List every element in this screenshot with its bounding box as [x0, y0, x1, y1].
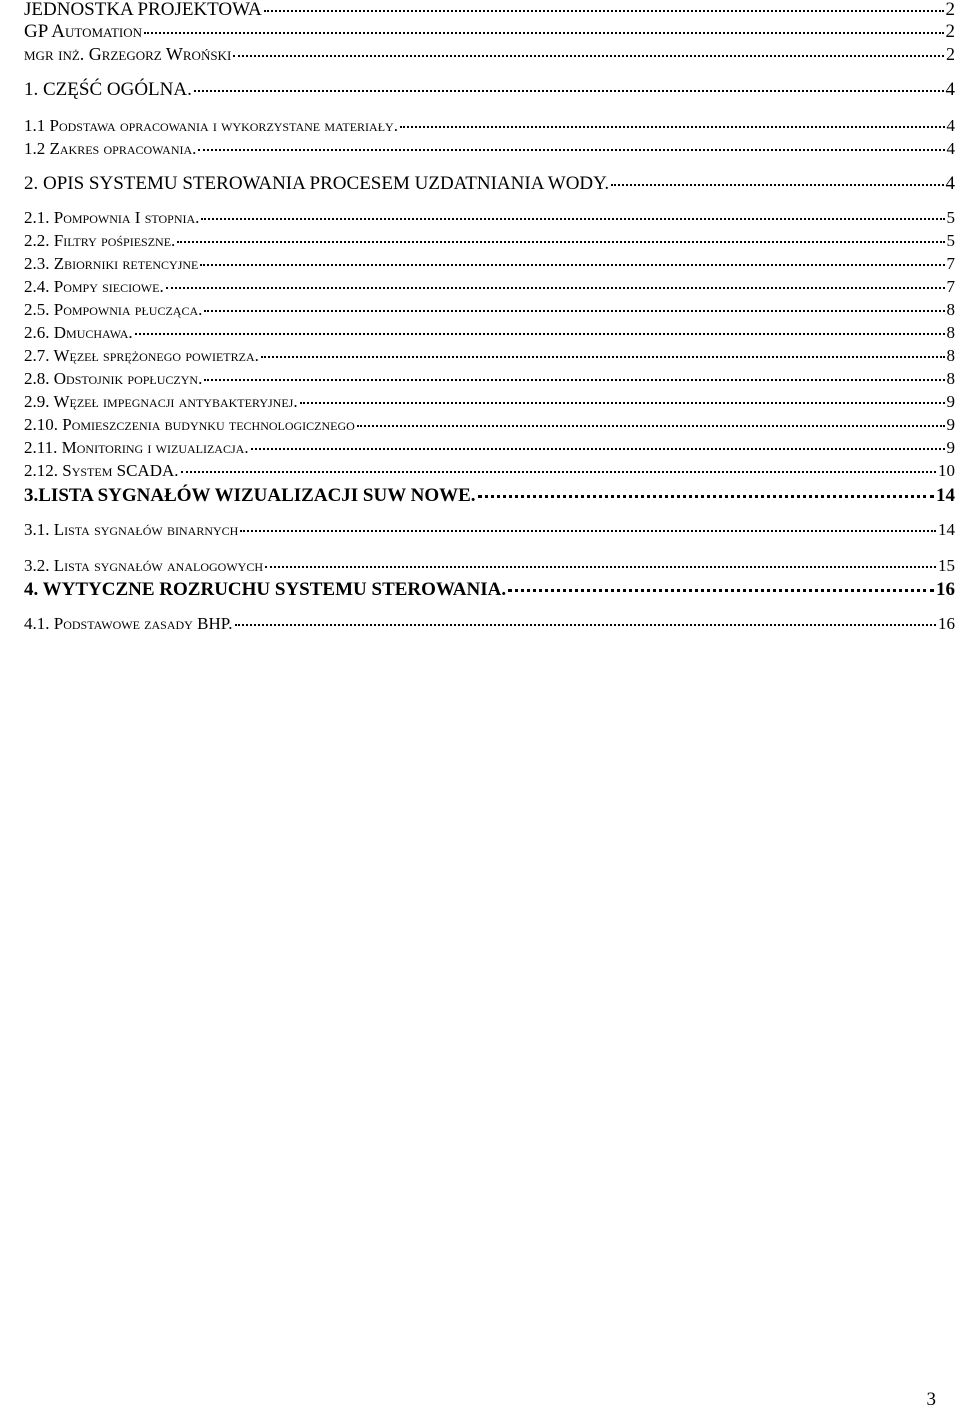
toc-entry-label: JEDNOSTKA PROJEKTOWA [24, 0, 262, 20]
toc-entry-page: 7 [946, 277, 955, 296]
toc-entry-page: 2 [946, 44, 955, 64]
toc-entry-section-2-9[interactable] [24, 393, 955, 410]
toc-entry-page: 5 [946, 208, 955, 227]
toc-entry-section-2-12[interactable] [24, 462, 955, 479]
toc-entry-label: 2.2. Filtry pośpieszne. [24, 231, 176, 250]
dot-leader [264, 10, 944, 12]
toc-entry-page: 8 [946, 323, 955, 342]
toc-entry-page: 2 [945, 21, 955, 42]
toc-entry-page: 8 [946, 346, 955, 365]
toc-entry-label: 3.1. Lista sygnałów binarnych [24, 520, 239, 539]
toc-entry-label: 2.8. Odstojnik popłuczyn. [24, 369, 203, 388]
dot-leader [261, 356, 945, 358]
toc-entry-label: 1.2 Zakres opracowania. [24, 139, 197, 158]
toc-entry-label: 2.10. Pomieszczenia budynku technologicznego [24, 415, 355, 434]
toc-entry-label: 2.12. System SCADA. [24, 461, 179, 480]
toc-entry-label: 2.6. Dmuchawa. [24, 323, 133, 342]
toc-entry-page: 9 [946, 415, 955, 434]
toc-entry-label: 1. CZĘŚĆ OGÓLNA. [24, 79, 192, 100]
toc-entry-section-1[interactable] [24, 80, 955, 99]
dot-leader [611, 184, 943, 186]
toc-entry-section-4-1[interactable] [24, 615, 955, 632]
toc-entry-label: 2.9. Węzeł impegnacji antybakteryjnej. [24, 392, 298, 411]
toc-entry-section-3-2[interactable] [24, 557, 955, 574]
toc-entry-section-2[interactable] [24, 174, 955, 193]
dot-leader [166, 287, 945, 289]
toc-entry-label: 2.4. Pompy sieciowe. [24, 277, 164, 296]
toc-entry-page: 14 [936, 485, 955, 506]
dot-leader [198, 149, 944, 151]
toc-entry-section-2-2[interactable] [24, 232, 955, 249]
toc-entry-page: 14 [938, 520, 955, 539]
dot-leader [204, 379, 944, 381]
toc-entry-section-3[interactable] [24, 486, 955, 505]
dot-leader [508, 589, 934, 592]
page-number: 3 [926, 1389, 936, 1410]
dot-leader [204, 310, 944, 312]
toc-entry-page: 10 [938, 461, 955, 480]
dot-leader [201, 218, 944, 220]
toc-entry-page: 2 [945, 0, 955, 20]
toc-entry-label: mgr inż. Grzegorz Wroński [24, 44, 232, 64]
toc-entry-page: 4 [946, 139, 955, 158]
toc-entry-gp-automation[interactable] [24, 22, 955, 41]
toc-entry-label: 1.1 Podstawa opracowania i wykorzystane materiały. [24, 116, 398, 135]
toc-entry-section-2-3[interactable] [24, 255, 955, 272]
toc-entry-page: 4 [946, 116, 955, 135]
toc-entry-page: 5 [946, 231, 955, 250]
toc-entry-section-2-7[interactable] [24, 347, 955, 364]
toc-entry-section-2-4[interactable] [24, 278, 955, 295]
toc-entry-page: 4 [945, 79, 955, 100]
toc-entry-label: 3.LISTA SYGNAŁÓW WIZUALIZACJI SUW NOWE. [24, 485, 476, 506]
toc-entry-section-4[interactable] [24, 580, 955, 599]
toc-entry-section-2-8[interactable] [24, 370, 955, 387]
toc-entry-page: 7 [946, 254, 955, 273]
toc-entry-section-1-1[interactable] [24, 117, 955, 134]
toc-entry-page: 4 [945, 173, 955, 194]
dot-leader [240, 530, 936, 532]
toc-entry-label: GP Automation [24, 21, 143, 42]
toc-entry-label: 4.1. Podstawowe zasady BHP. [24, 614, 233, 633]
dot-leader [177, 241, 944, 243]
dot-leader [251, 448, 945, 450]
toc-entry-page: 8 [946, 369, 955, 388]
toc-entry-label: 4. WYTYCZNE ROZRUCHU SYSTEMU STEROWANIA. [24, 579, 507, 600]
toc-entry-jednostka-projektowa[interactable] [24, 0, 955, 19]
toc-entry-section-2-11[interactable] [24, 439, 955, 456]
toc-entry-page: 16 [936, 579, 955, 600]
dot-leader [200, 264, 944, 266]
toc-entry-page: 9 [946, 438, 955, 457]
toc-entry-label: 2.3. Zbiorniki retencyjne [24, 254, 199, 273]
dot-leader [233, 55, 944, 57]
toc-entry-section-1-2[interactable] [24, 140, 955, 157]
toc-entry-page: 15 [938, 556, 955, 575]
toc-entry-author[interactable] [24, 45, 955, 63]
toc-entry-label: 2.11. Monitoring i wizualizacja. [24, 438, 249, 457]
dot-leader [357, 425, 945, 427]
toc-entry-label: 2.1. Pompownia I stopnia. [24, 208, 200, 227]
toc-entry-page: 9 [946, 392, 955, 411]
toc-entry-section-2-6[interactable] [24, 324, 955, 341]
dot-leader [300, 402, 945, 404]
toc-entry-section-3-1[interactable] [24, 521, 955, 538]
dot-leader [400, 126, 945, 128]
toc-entry-label: 2.5. Pompownia płucząca. [24, 300, 203, 319]
dot-leader [144, 32, 943, 34]
dot-leader [135, 333, 945, 335]
toc-entry-page: 8 [946, 300, 955, 319]
dot-leader [478, 495, 934, 498]
toc-entry-section-2-1[interactable] [24, 209, 955, 226]
toc-entry-label: 2. OPIS SYSTEMU STEROWANIA PROCESEM UZDATNIANIA WODY. [24, 173, 610, 194]
dot-leader [194, 90, 944, 92]
dot-leader [265, 566, 936, 568]
toc-entry-section-2-10[interactable] [24, 416, 955, 433]
toc-entry-page: 16 [938, 614, 955, 633]
dot-leader [235, 624, 936, 626]
dot-leader [181, 471, 937, 473]
toc-entry-section-2-5[interactable] [24, 301, 955, 318]
toc-entry-label: 3.2. Lista sygnałów analogowych [24, 556, 263, 575]
toc-entry-label: 2.7. Węzeł sprężonego powietrza. [24, 346, 259, 365]
